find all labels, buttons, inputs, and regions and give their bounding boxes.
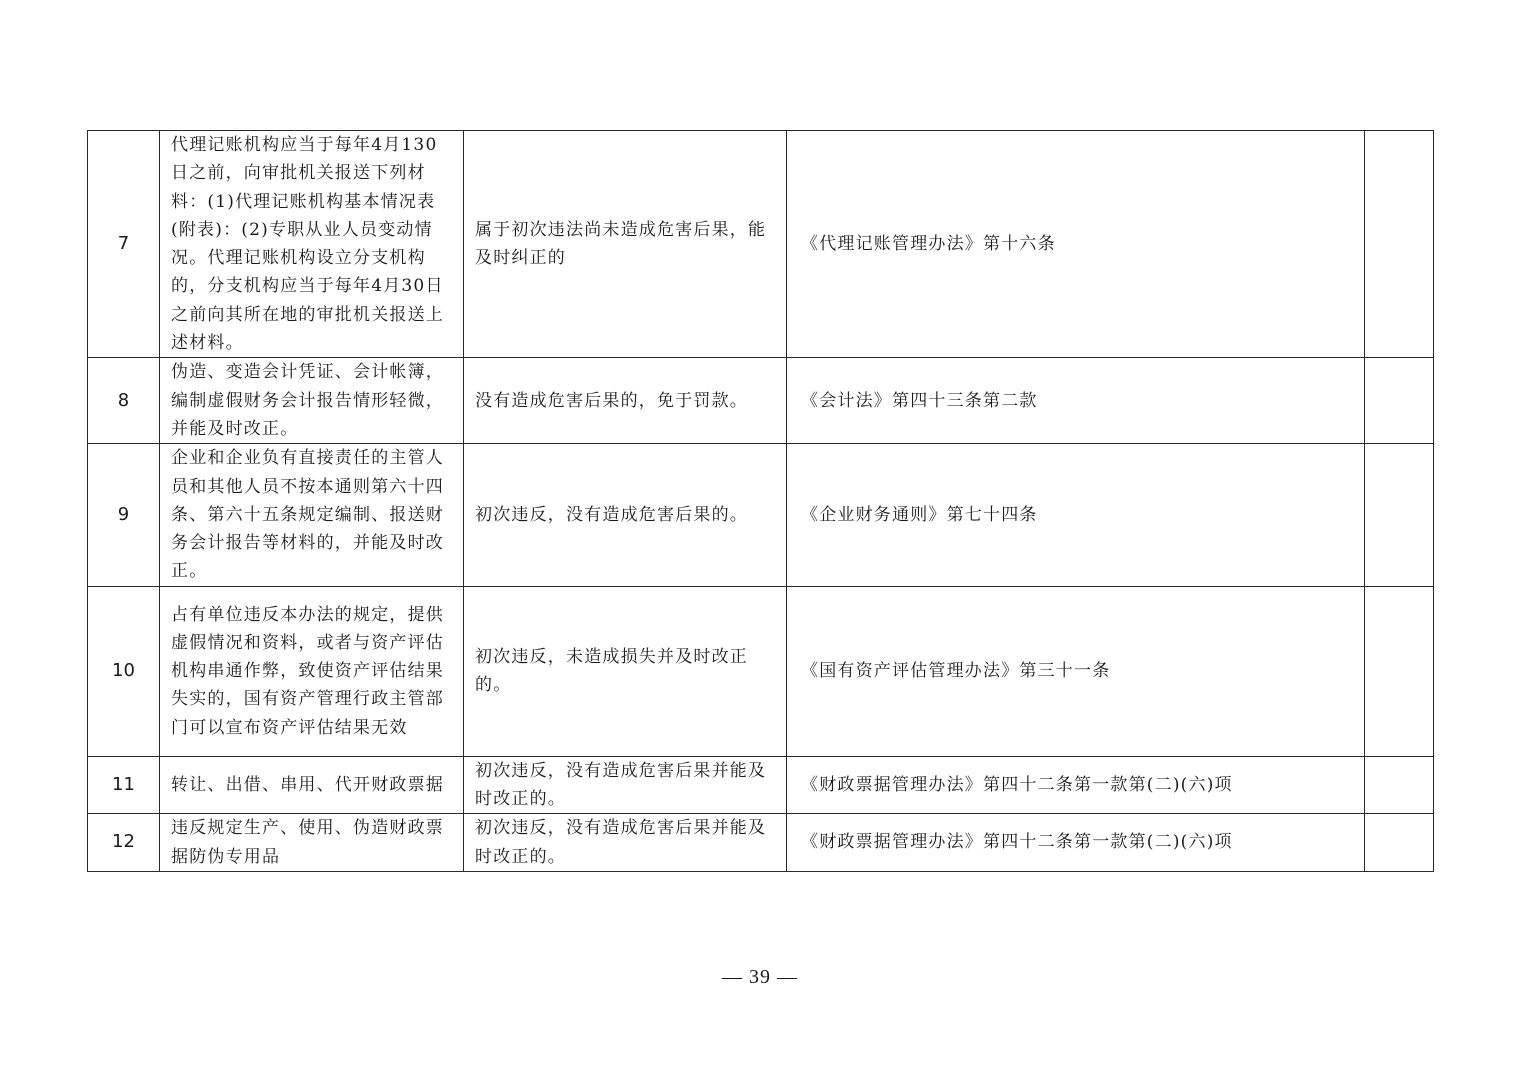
- leniency-condition: 初次违反，未造成损失并及时改正的。: [464, 586, 787, 756]
- legal-basis: 《企业财务通则》第七十四条: [787, 444, 1365, 586]
- row-number: 10: [88, 586, 160, 756]
- violation-situation: 代理记账机构应当于每年4月130日之前，向审批机关报送下列材料：(1)代理记账机构基本情况表(附表)：(2)专职从业人员变动情况。代理记账机构设立分支机构的，分支机构应当于每年4月30日之前向其所在地的审批机关报送上述材料。: [160, 131, 464, 358]
- table-row: [88, 756, 1434, 814]
- remarks-cell: [1365, 131, 1434, 358]
- violation-situation: 占有单位违反本办法的规定，提供虚假情况和资料，或者与资产评估机构串通作弊，致使资产评估结果失实的，国有资产管理行政主管部门可以宣布资产评估结果无效: [160, 586, 464, 756]
- violation-situation: 企业和企业负有直接责任的主管人员和其他人员不按本通则第六十四条、第六十五条规定编制、报送财务会计报告等材料的，并能及时改正。: [160, 444, 464, 586]
- leniency-condition: 初次违反，没有造成危害后果并能及时改正的。: [464, 814, 787, 872]
- leniency-table: [87, 130, 1434, 872]
- legal-basis: 《会计法》第四十三条第二款: [787, 358, 1365, 444]
- remarks-cell: [1365, 814, 1434, 872]
- violation-situation: 转让、出借、串用、代开财政票据: [160, 756, 464, 814]
- remarks-cell: [1365, 756, 1434, 814]
- leniency-condition: 属于初次违法尚未造成危害后果，能及时纠正的: [464, 131, 787, 358]
- legal-basis: 《国有资产评估管理办法》第三十一条: [787, 586, 1365, 756]
- remarks-cell: [1365, 358, 1434, 444]
- violation-situation: 违反规定生产、使用、伪造财政票据防伪专用品: [160, 814, 464, 872]
- leniency-condition: 初次违反，没有造成危害后果并能及时改正的。: [464, 756, 787, 814]
- page-number: — 39 —: [722, 966, 798, 988]
- remarks-cell: [1365, 586, 1434, 756]
- row-number: 9: [88, 444, 160, 586]
- row-number: 12: [88, 814, 160, 872]
- table-row: [88, 586, 1434, 756]
- table-row: [88, 814, 1434, 872]
- table-row: [88, 444, 1434, 586]
- row-number: 8: [88, 358, 160, 444]
- row-number: 7: [88, 131, 160, 358]
- legal-basis: 《财政票据管理办法》第四十二条第一款第(二)(六)项: [787, 756, 1365, 814]
- legal-basis: 《财政票据管理办法》第四十二条第一款第(二)(六)项: [787, 814, 1365, 872]
- row-number: 11: [88, 756, 160, 814]
- leniency-condition: 初次违反，没有造成危害后果的。: [464, 444, 787, 586]
- remarks-cell: [1365, 444, 1434, 586]
- violation-situation: 伪造、变造会计凭证、会计帐簿，编制虚假财务会计报告情形轻微，并能及时改正。: [160, 358, 464, 444]
- table-row: [88, 131, 1434, 358]
- table-row: [88, 358, 1434, 444]
- legal-basis: 《代理记账管理办法》第十六条: [787, 131, 1365, 358]
- leniency-condition: 没有造成危害后果的，免于罚款。: [464, 358, 787, 444]
